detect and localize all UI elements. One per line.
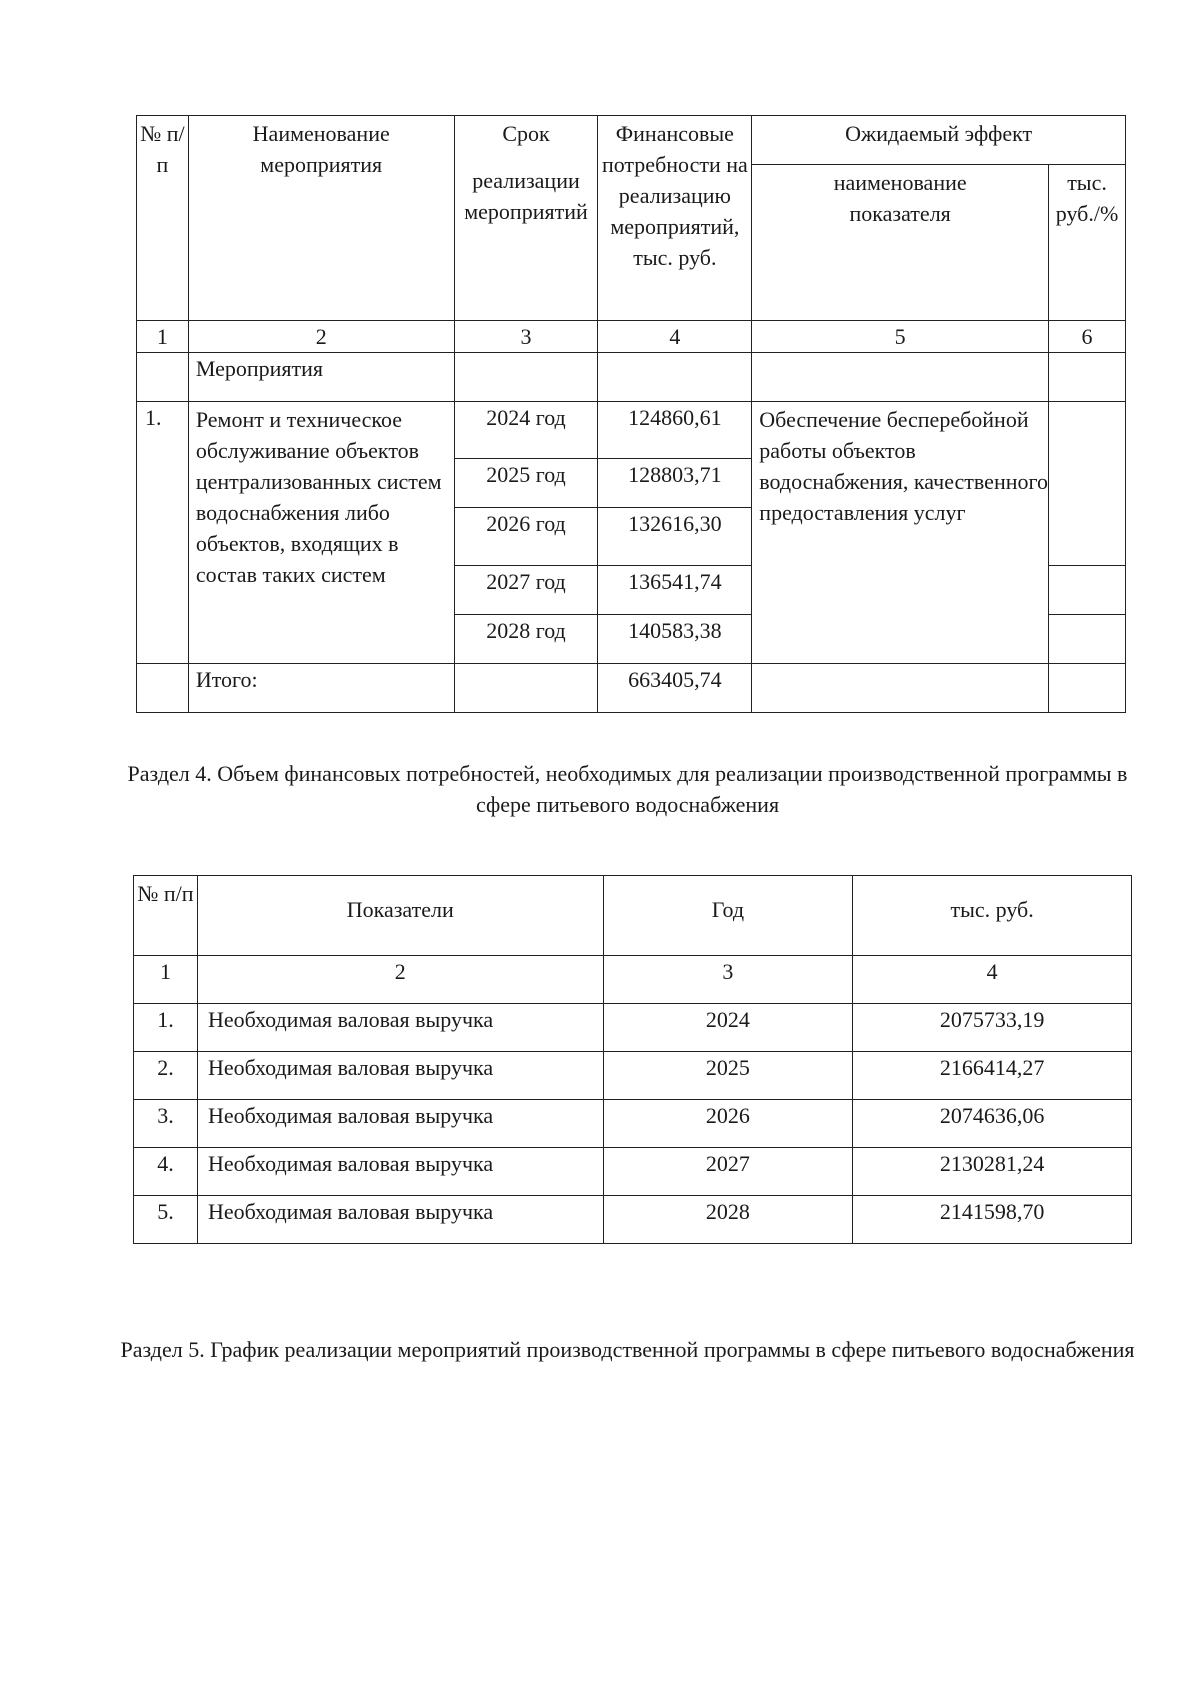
- measures-table: [136, 115, 1126, 713]
- row-num: 2.: [134, 1052, 198, 1100]
- row-num: 4.: [134, 1148, 198, 1196]
- row-year: 2024: [603, 1004, 853, 1052]
- item-effect: Обеспечение бесперебойной работы объектов водоснабжения, качественного предоставления услуг: [752, 402, 1049, 664]
- row-amount: 2074636,06: [853, 1100, 1132, 1148]
- header-effect: Ожидаемый эффект: [752, 116, 1126, 165]
- row-indicator: Необходимая валовая выручка: [197, 1052, 603, 1100]
- row-num: 1.: [134, 1004, 198, 1052]
- row-year: 2025: [603, 1052, 853, 1100]
- col-number-2: 2: [188, 321, 454, 353]
- table-row: [134, 1052, 1132, 1100]
- total-amount: 663405,74: [598, 664, 752, 713]
- item-num: 1.: [137, 402, 189, 664]
- row-indicator: Необходимая валовая выручка: [197, 1100, 603, 1148]
- finance-needs-table: [133, 875, 1132, 1244]
- header-term-top: Срок: [502, 121, 550, 146]
- t2-header-indicators: Показатели: [197, 876, 603, 956]
- row-year: 2026: [603, 1100, 853, 1148]
- table-row: [134, 1004, 1132, 1052]
- t2-col-number-1: 1: [134, 956, 198, 1004]
- col-number-6: 6: [1049, 321, 1126, 353]
- t2-col-number-2: 2: [197, 956, 603, 1004]
- t2-header-num: № п/п: [134, 876, 198, 956]
- section5-title: Раздел 5. График реализации мероприятий производственной программы в сфере питьевого водоснабжения: [120, 1337, 1135, 1362]
- header-num: № п/п: [137, 116, 189, 321]
- row-year: 2027: [603, 1148, 853, 1196]
- row-num: 5.: [134, 1196, 198, 1244]
- term-2028: 2028 год: [454, 615, 598, 664]
- item-name: Ремонт и техническое обслуживание объектов централизованных систем водоснабжения либо объектов, входящих в состав таких систем: [188, 402, 454, 664]
- col-number-4: 4: [598, 321, 752, 353]
- t2-col-number-3: 3: [603, 956, 853, 1004]
- row-amount: 2141598,70: [853, 1196, 1132, 1244]
- row-amount: 2166414,27: [853, 1052, 1132, 1100]
- table-row: [134, 1196, 1132, 1244]
- col-number-5: 5: [752, 321, 1049, 353]
- term-2024: 2024 год: [454, 402, 598, 459]
- row-amount: 2130281,24: [853, 1148, 1132, 1196]
- amount-2026: 132616,30: [598, 508, 752, 566]
- amount-2027: 136541,74: [598, 566, 752, 615]
- t2-header-amount: тыс. руб.: [853, 876, 1132, 956]
- row-year: 2028: [603, 1196, 853, 1244]
- header-unit: тыс. руб./%: [1049, 165, 1126, 321]
- header-finance: Финансовые потребности на реализацию мероприятий, тыс. руб.: [598, 116, 752, 321]
- header-term: [454, 116, 598, 321]
- header-term-bottom: реализации мероприятий: [464, 168, 588, 224]
- amount-2028: 140583,38: [598, 615, 752, 664]
- t2-header-year: Год: [603, 876, 853, 956]
- table-row: [134, 1100, 1132, 1148]
- amount-2024: 124860,61: [598, 402, 752, 459]
- row-num: 3.: [134, 1100, 198, 1148]
- amount-2025: 128803,71: [598, 459, 752, 508]
- section-label: Мероприятия: [188, 353, 454, 402]
- header-indicator: наименование показателя: [752, 165, 1049, 321]
- term-2025: 2025 год: [454, 459, 598, 508]
- total-label: Итого:: [188, 664, 454, 713]
- col-number-1: 1: [137, 321, 189, 353]
- row-indicator: Необходимая валовая выручка: [197, 1196, 603, 1244]
- term-2027: 2027 год: [454, 566, 598, 615]
- section4-title: Раздел 4. Объем финансовых потребностей, необходимых для реализации производственной программы в сфере питьевого водоснабжения: [127, 761, 1128, 817]
- col-number-3: 3: [454, 321, 598, 353]
- row-indicator: Необходимая валовая выручка: [197, 1004, 603, 1052]
- row-indicator: Необходимая валовая выручка: [197, 1148, 603, 1196]
- row-amount: 2075733,19: [853, 1004, 1132, 1052]
- t2-col-number-4: 4: [853, 956, 1132, 1004]
- header-name: Наименование мероприятия: [188, 116, 454, 321]
- table-row: [134, 1148, 1132, 1196]
- term-2026: 2026 год: [454, 508, 598, 566]
